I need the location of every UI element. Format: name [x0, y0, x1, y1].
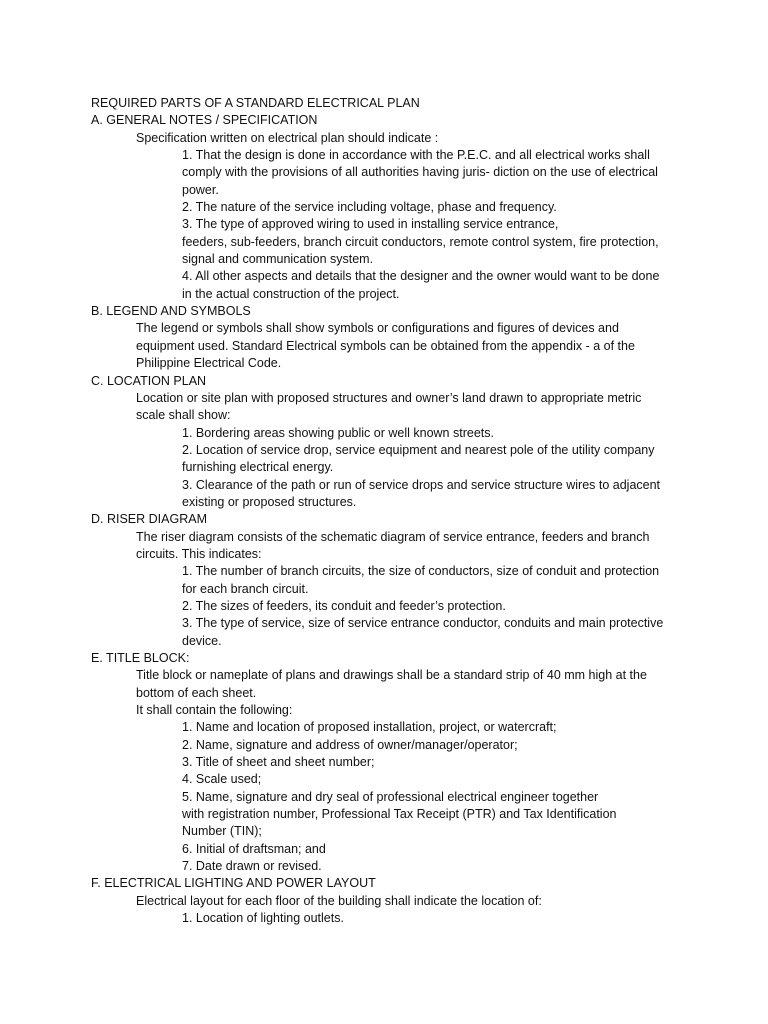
list-item-line: 4. Scale used;: [182, 772, 262, 787]
list-item-line: 2. The nature of the service including voltage, phase and frequency.: [182, 200, 557, 215]
list-item-line: 1. The number of branch circuits, the size of conductors, size of conduit and protection: [182, 564, 660, 579]
section-heading: F. ELECTRICAL LIGHTING AND POWER LAYOUT: [91, 876, 376, 891]
list-item-line: 1. That the design is done in accordance with the P.E.C. and all electrical works shall: [182, 148, 650, 163]
list-item-line: Number (TIN);: [182, 824, 262, 839]
paragraph-line: Location or site plan with proposed structures and owner’s land drawn to appropriate metric: [136, 390, 642, 405]
list-item-line: with registration number, Professional Tax Receipt (PTR) and Tax Identification: [182, 807, 617, 822]
list-item-line: signal and communication system.: [182, 252, 374, 267]
section-heading: E. TITLE BLOCK:: [91, 651, 190, 665]
list-item-line: 7. Date drawn or revised.: [182, 859, 322, 874]
section-heading: C. LOCATION PLAN: [91, 373, 207, 388]
paragraph-line: Electrical layout for each floor of the building shall indicate the location of:: [136, 893, 542, 908]
list-item-line: device.: [182, 633, 222, 648]
paragraph-line: scale shall show:: [136, 408, 231, 423]
list-item-line: 3. The type of service, size of service entrance conductor, conduits and main protective: [182, 616, 664, 631]
list-item-line: feeders, sub-feeders, branch circuit conductors, remote control system, fire protection,: [182, 234, 659, 249]
document-body: [91, 95, 691, 928]
section-heading: D. RISER DIAGRAM: [91, 512, 207, 527]
list-item-line: power.: [182, 182, 219, 197]
list-item-line: 2. Name, signature and address of owner/manager/operator;: [182, 737, 518, 752]
section-heading: A. GENERAL NOTES / SPECIFICATION: [91, 113, 318, 128]
paragraph-line: The riser diagram consists of the schematic diagram of service entrance, feeders and branch: [136, 529, 650, 544]
paragraph-line: Title block or nameplate of plans and drawings shall be a standard strip of 40 mm high at the: [136, 668, 647, 683]
list-item-line: 2. The sizes of feeders, its conduit and feeder’s protection.: [182, 598, 506, 613]
list-item-line: 1. Location of lighting outlets.: [182, 911, 344, 926]
list-item-line: 3. Title of sheet and sheet number;: [182, 755, 375, 770]
list-item-line: existing or proposed structures.: [182, 494, 357, 509]
paragraph-line: equipment used. Standard Electrical symbols can be obtained from the appendix - a of the: [136, 338, 635, 353]
list-item-line: 3. The type of approved wiring to used in installing service entrance,: [182, 217, 559, 232]
list-item-line: 6. Initial of draftsman; and: [182, 841, 326, 856]
paragraph-line: It shall contain the following:: [136, 703, 293, 718]
list-item-line: 1. Name and location of proposed installation, project, or watercraft;: [182, 720, 557, 735]
list-item-line: for each branch circuit.: [182, 581, 309, 596]
list-item-line: 4. All other aspects and details that the designer and the owner would want to be done: [182, 269, 660, 284]
list-item-line: comply with the provisions of all authorities having juris- diction on the use of electrical: [182, 165, 658, 180]
paragraph-line: Philippine Electrical Code.: [136, 356, 282, 371]
paragraph-line: Specification written on electrical plan should indicate :: [136, 130, 439, 145]
paragraph-line: circuits. This indicates:: [136, 546, 262, 561]
list-item-line: in the actual construction of the project.: [182, 286, 400, 301]
list-item-line: 1. Bordering areas showing public or well known streets.: [182, 425, 494, 440]
paragraph-line: bottom of each sheet.: [136, 685, 257, 700]
list-item-line: 2. Location of service drop, service equipment and nearest pole of the utility company: [182, 442, 655, 457]
list-item-line: furnishing electrical energy.: [182, 460, 334, 475]
paragraph-line: The legend or symbols shall show symbols or configurations and figures of devices and: [136, 321, 619, 336]
list-item-line: 5. Name, signature and dry seal of professional electrical engineer together: [182, 789, 599, 804]
document-title: REQUIRED PARTS OF A STANDARD ELECTRICAL PLAN: [91, 96, 420, 110]
list-item-line: 3. Clearance of the path or run of service drops and service structure wires to adjacent: [182, 477, 661, 492]
section-heading: B. LEGEND AND SYMBOLS: [91, 304, 251, 319]
